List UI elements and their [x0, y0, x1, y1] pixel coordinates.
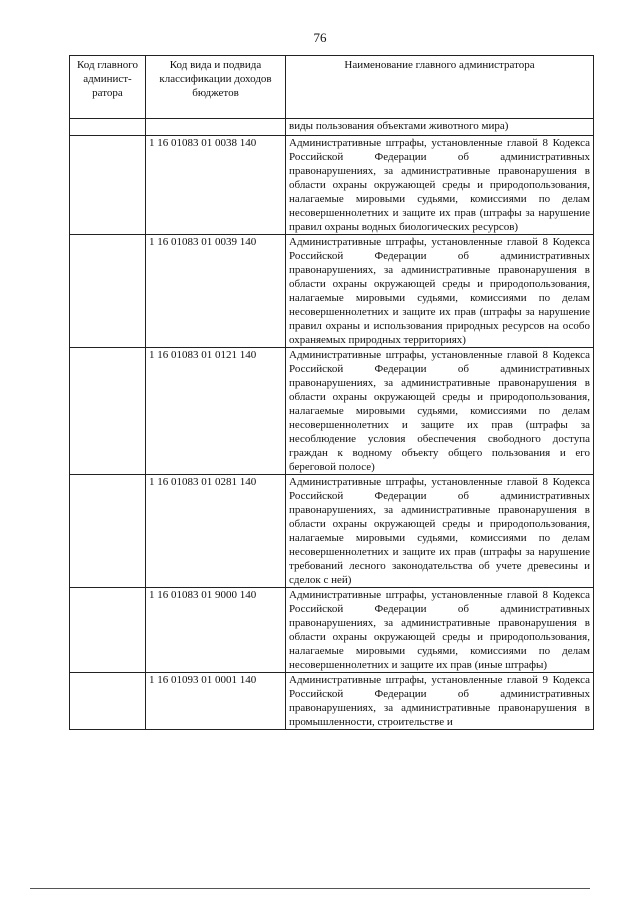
revenue-code-cell: 1 16 01083 01 0121 140	[146, 348, 286, 475]
revenue-code-cell: 1 16 01083 01 9000 140	[146, 588, 286, 673]
table-header-row	[70, 56, 594, 119]
admin-name-cell: Административные штрафы, установленные главой 8 Кодекса Российской Федерации об административных правонарушениях, за административные правонарушения в области охраны окружающей среды и природопользования, налагаемые мировыми судьями, комиссиями по делам несовершеннолетних и защите их прав (штрафы за нарушение правил охраны водных биологических ресурсов)	[286, 136, 594, 235]
admin-code-cell	[70, 588, 146, 673]
admin-code-cell	[70, 235, 146, 348]
revenue-code-cell: 1 16 01083 01 0281 140	[146, 475, 286, 588]
revenue-code-cell	[146, 119, 286, 136]
revenue-code-cell: 1 16 01083 01 0039 140	[146, 235, 286, 348]
admin-code-cell	[70, 673, 146, 730]
table-row	[70, 348, 594, 475]
header-admin-code: Код главного админист-ратора	[70, 56, 146, 119]
admin-code-cell	[70, 119, 146, 136]
table-row	[70, 136, 594, 235]
admin-name-cell: Административные штрафы, установленные главой 8 Кодекса Российской Федерации об административных правонарушениях, за административные правонарушения в области охраны окружающей среды и природопользования, налагаемые мировыми судьями, комиссиями по делам несовершеннолетних и защите их прав (штрафы за нарушение правил охраны и использования природных ресурсов на особо охраняемых природных территориях)	[286, 235, 594, 348]
admin-code-cell	[70, 348, 146, 475]
revenue-code-cell: 1 16 01093 01 0001 140	[146, 673, 286, 730]
page-number: 76	[313, 30, 327, 45]
table-row	[70, 475, 594, 588]
admin-name-cell: Административные штрафы, установленные главой 9 Кодекса Российской Федерации об административных правонарушениях, за административные правонарушения в промышленности, строительстве и	[286, 673, 594, 730]
header-revenue-code: Код вида и подвида классификации доходов бюджетов	[146, 56, 286, 119]
admin-name-cell: виды пользования объектами животного мира)	[286, 119, 594, 136]
page-bottom-rule	[30, 888, 590, 889]
table-row	[70, 673, 594, 730]
admin-name-cell: Административные штрафы, установленные главой 8 Кодекса Российской Федерации об административных правонарушениях, за административные правонарушения в области охраны окружающей среды и природопользования, налагаемые мировыми судьями, комиссиями по делам несовершеннолетних и защите их прав (штрафы за нарушение требований лесного законодательства об учете древесины и сделок с ней)	[286, 475, 594, 588]
table-row	[70, 119, 594, 136]
admin-code-cell	[70, 475, 146, 588]
admin-name-cell: Административные штрафы, установленные главой 8 Кодекса Российской Федерации об административных правонарушениях, за административные правонарушения в области охраны окружающей среды и природопользования, налагаемые мировыми судьями, комиссиями по делам несовершеннолетних и защите их прав (иные штрафы)	[286, 588, 594, 673]
admin-name-cell: Административные штрафы, установленные главой 8 Кодекса Российской Федерации об административных правонарушениях, за административные правонарушения в области охраны окружающей среды и природопользования, налагаемые мировыми судьями, комиссиями по делам несовершеннолетних и защите их прав (штрафы за несоблюдение условия обеспечения свободного доступа граждан к водному объекту общего пользования и его береговой полосе)	[286, 348, 594, 475]
revenue-code-cell: 1 16 01083 01 0038 140	[146, 136, 286, 235]
table-row	[70, 235, 594, 348]
administrators-table	[69, 55, 594, 730]
table-row	[70, 588, 594, 673]
header-admin-name: Наименование главного администратора	[286, 56, 594, 119]
admin-code-cell	[70, 136, 146, 235]
